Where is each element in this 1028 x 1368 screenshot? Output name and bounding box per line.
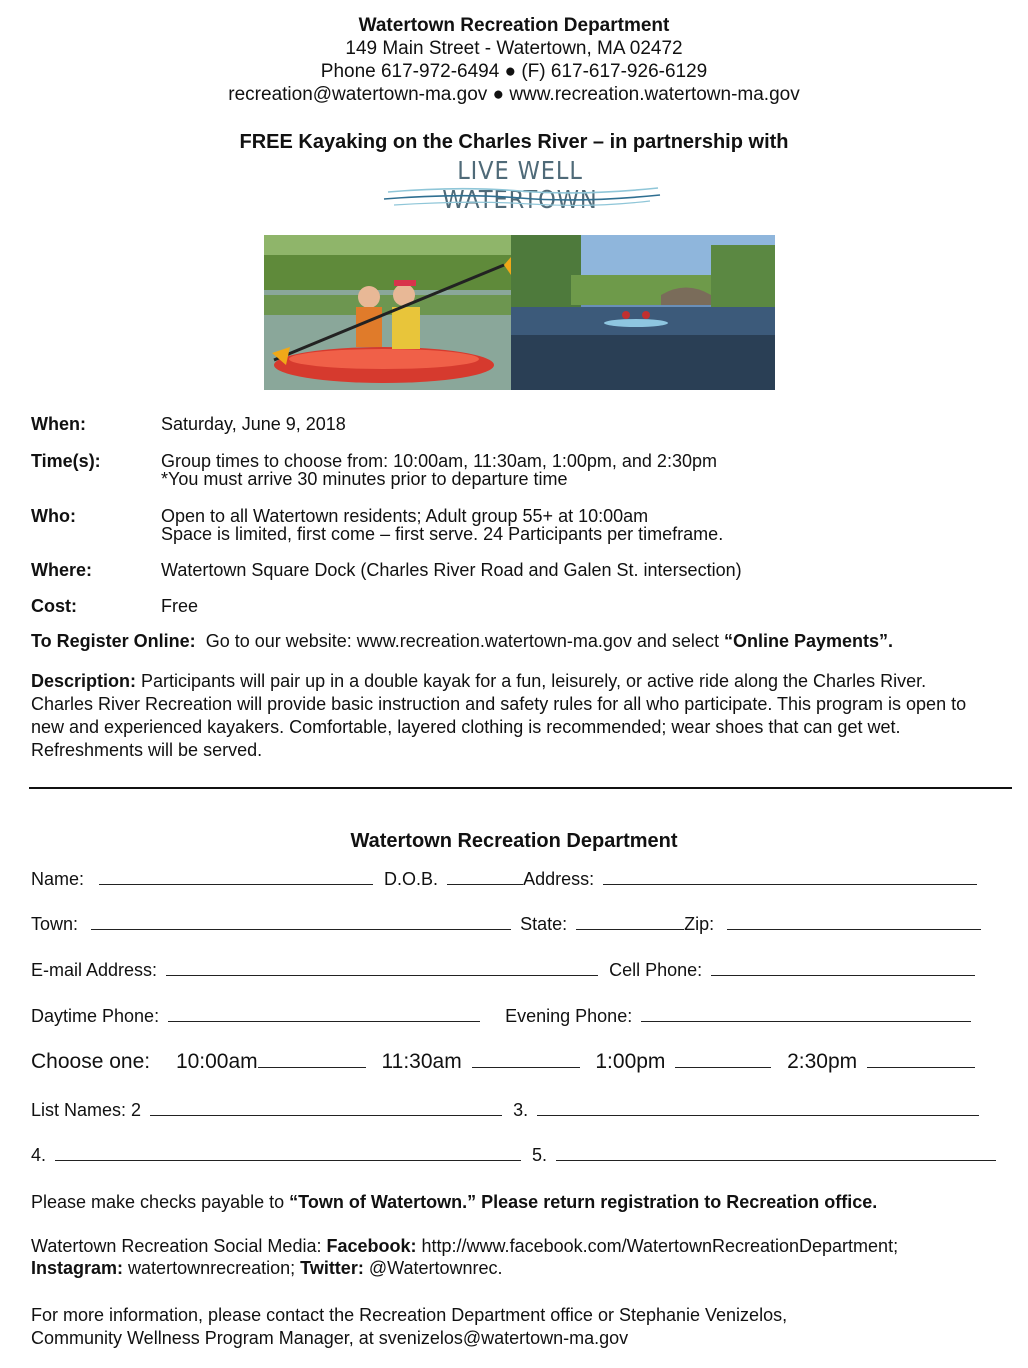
- email-field[interactable]: [166, 959, 598, 976]
- time-option-3: 1:00pm: [595, 1050, 666, 1073]
- who-value: Open to all Watertown residents; Adult group 55+ at 10:00am: [161, 506, 649, 526]
- org-address: 149 Main Street - Watertown, MA 02472: [345, 38, 683, 59]
- description-text: Participants will pair up in a double kayak for a fun, leisurely, or active ride along the Charles River. Charles River Recreation will provide basic instruction and safety rules for all who participate. This program is open to new and experienced kayakers. Comfortable, layered clothing is recommended; wear shoes that can get wet. Refreshments will be served.: [31, 671, 967, 760]
- time-option-1: 10:00am: [175, 1050, 258, 1073]
- who-label: Who:: [31, 506, 76, 526]
- state-field[interactable]: [576, 913, 684, 930]
- wave-icon: [370, 182, 670, 212]
- register-text: Go to our website: www.recreation.watertown-ma.gov and select: [205, 631, 719, 651]
- social-prefix: Watertown Recreation Social Media:: [31, 1236, 322, 1256]
- evening-field[interactable]: [641, 1005, 971, 1022]
- cell-field[interactable]: [711, 959, 975, 976]
- list-names-label: List Names: 2: [31, 1100, 142, 1120]
- name-3-label: 3.: [513, 1100, 529, 1120]
- form-row-names-1: [31, 1099, 979, 1121]
- town-field[interactable]: [91, 913, 511, 930]
- kayakers-photo: [264, 235, 511, 390]
- who-note: Space is limited, first come – first serve. 24 Participants per timeframe.: [161, 524, 724, 544]
- checks-bold: “Town of Watertown.” Please return registration to Recreation office.: [289, 1192, 878, 1212]
- town-label: Town:: [31, 914, 79, 934]
- form-row-town: [31, 913, 981, 935]
- checks-prefix: Please make checks payable to: [31, 1192, 285, 1212]
- email-label: E-mail Address:: [31, 960, 158, 980]
- twitter-label: Twitter:: [300, 1258, 364, 1278]
- name-4-field[interactable]: [55, 1144, 521, 1161]
- register-label: To Register Online:: [31, 631, 196, 651]
- register-link[interactable]: “Online Payments”.: [723, 631, 894, 651]
- form-row-email: [31, 959, 975, 981]
- org-title: Watertown Recreation Department: [358, 15, 670, 36]
- org-phone: Phone 617-972-6494 ● (F) 617-617-926-6129: [320, 61, 708, 82]
- checks-note: [31, 1192, 877, 1213]
- logo-text: LIVE WELL WATERTOWN: [442, 156, 598, 214]
- river-photo: [511, 235, 775, 390]
- social-line-1: [31, 1236, 898, 1257]
- zip-field[interactable]: [727, 913, 981, 930]
- times-label: Time(s):: [31, 451, 101, 471]
- time-option-1-field[interactable]: [258, 1051, 366, 1068]
- zip-label: Zip:: [684, 914, 715, 934]
- info-line-2: Community Wellness Program Manager, at svenizelos@watertown-ma.gov: [31, 1328, 629, 1348]
- when-value: Saturday, June 9, 2018: [161, 414, 346, 434]
- form-row-phones: [31, 1005, 971, 1027]
- name-4-label: 4.: [31, 1145, 47, 1165]
- time-option-2-field[interactable]: [472, 1051, 580, 1068]
- state-label: State:: [520, 914, 568, 934]
- daytime-field[interactable]: [168, 1005, 480, 1022]
- social-line-2: [31, 1258, 502, 1279]
- live-well-watertown-logo: [370, 154, 670, 214]
- where-value: Watertown Square Dock (Charles River Road and Galen St. intersection): [161, 560, 742, 580]
- dob-label: D.O.B.: [384, 869, 439, 889]
- name-field[interactable]: [99, 868, 373, 885]
- address-label: Address:: [523, 869, 595, 889]
- where-label: Where:: [31, 560, 93, 580]
- name-label: Name:: [31, 869, 85, 889]
- name-3-field[interactable]: [537, 1099, 979, 1116]
- times-value: Group times to choose from: 10:00am, 11:30am, 1:00pm, and 2:30pm: [161, 451, 717, 471]
- daytime-label: Daytime Phone:: [31, 1006, 160, 1026]
- instagram-handle[interactable]: watertownrecreation;: [128, 1258, 296, 1278]
- description-label: Description:: [31, 671, 137, 691]
- form-title: Watertown Recreation Department: [350, 830, 678, 852]
- facebook-label: Facebook:: [326, 1236, 417, 1256]
- name-5-label: 5.: [532, 1145, 548, 1165]
- form-row-names-2: [31, 1144, 996, 1166]
- address-field[interactable]: [603, 868, 977, 885]
- time-option-4-field[interactable]: [867, 1051, 975, 1068]
- time-option-4: 2:30pm: [787, 1050, 858, 1073]
- instagram-label: Instagram:: [31, 1258, 124, 1278]
- cell-label: Cell Phone:: [609, 960, 703, 980]
- form-row-times: [31, 1050, 975, 1074]
- section-divider: [29, 787, 1012, 789]
- cost-label: Cost:: [31, 596, 77, 616]
- name-5-field[interactable]: [556, 1144, 996, 1161]
- time-option-2: 11:30am: [381, 1050, 462, 1073]
- when-label: When:: [31, 414, 86, 434]
- times-note: *You must arrive 30 minutes prior to departure time: [161, 469, 568, 489]
- choose-label: Choose one:: [31, 1050, 151, 1073]
- info-line-1: For more information, please contact the Recreation Department office or Stephanie Venizelos,: [31, 1305, 788, 1325]
- register-line: [31, 631, 893, 652]
- event-title: FREE Kayaking on the Charles River – in partnership with: [239, 131, 789, 153]
- twitter-handle[interactable]: @Watertownrec.: [368, 1258, 503, 1278]
- evening-label: Evening Phone:: [505, 1006, 633, 1026]
- form-row-name: [31, 868, 977, 890]
- org-contact: recreation@watertown-ma.gov ● www.recreation.watertown-ma.gov: [228, 84, 800, 105]
- description: [31, 670, 991, 762]
- dob-field[interactable]: [447, 868, 523, 885]
- name-2-field[interactable]: [150, 1099, 502, 1116]
- facebook-url[interactable]: http://www.facebook.com/WatertownRecreationDepartment;: [421, 1236, 899, 1256]
- cost-value: Free: [161, 596, 199, 616]
- time-option-3-field[interactable]: [675, 1051, 771, 1068]
